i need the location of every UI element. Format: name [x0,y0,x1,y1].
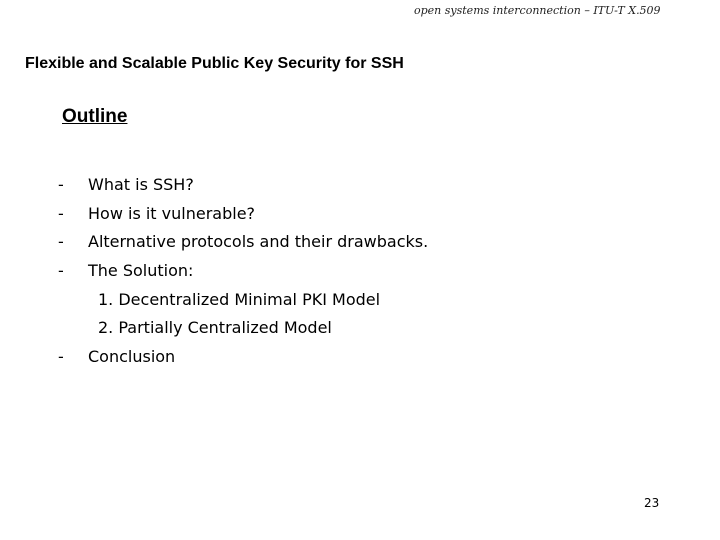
list-item-text: Alternative protocols and their drawbacks. [88,232,429,252]
list-item-text: How is it vulnerable? [88,203,256,223]
bullet-dash: - [58,175,64,194]
sub-list-item-text: 1. Decentralized Minimal PKI Model [98,289,381,309]
sub-list-item [58,314,428,343]
bullet-dash: - [58,347,64,367]
bullet-dash: - [58,232,64,252]
list-item [58,228,428,257]
list-item-text: What is SSH? [88,175,194,194]
list-item [58,343,428,372]
page-number: 23 [644,496,660,510]
outline-heading: Outline [62,106,128,127]
list-item-text: The Solution: [88,261,194,281]
outline-list [58,171,428,372]
list-item-text: Conclusion [88,347,176,367]
bullet-dash: - [58,261,64,281]
bullet-dash: - [58,203,64,223]
sub-list-item [58,286,428,315]
slide-title: Flexible and Scalable Public Key Security for SSH [25,55,404,72]
list-item [58,257,428,286]
list-item [58,171,428,200]
header-note: open systems interconnection – ITU-T X.509 [414,4,661,17]
sub-list-item-text: 2. Partially Centralized Model [98,318,332,338]
list-item [58,200,428,229]
